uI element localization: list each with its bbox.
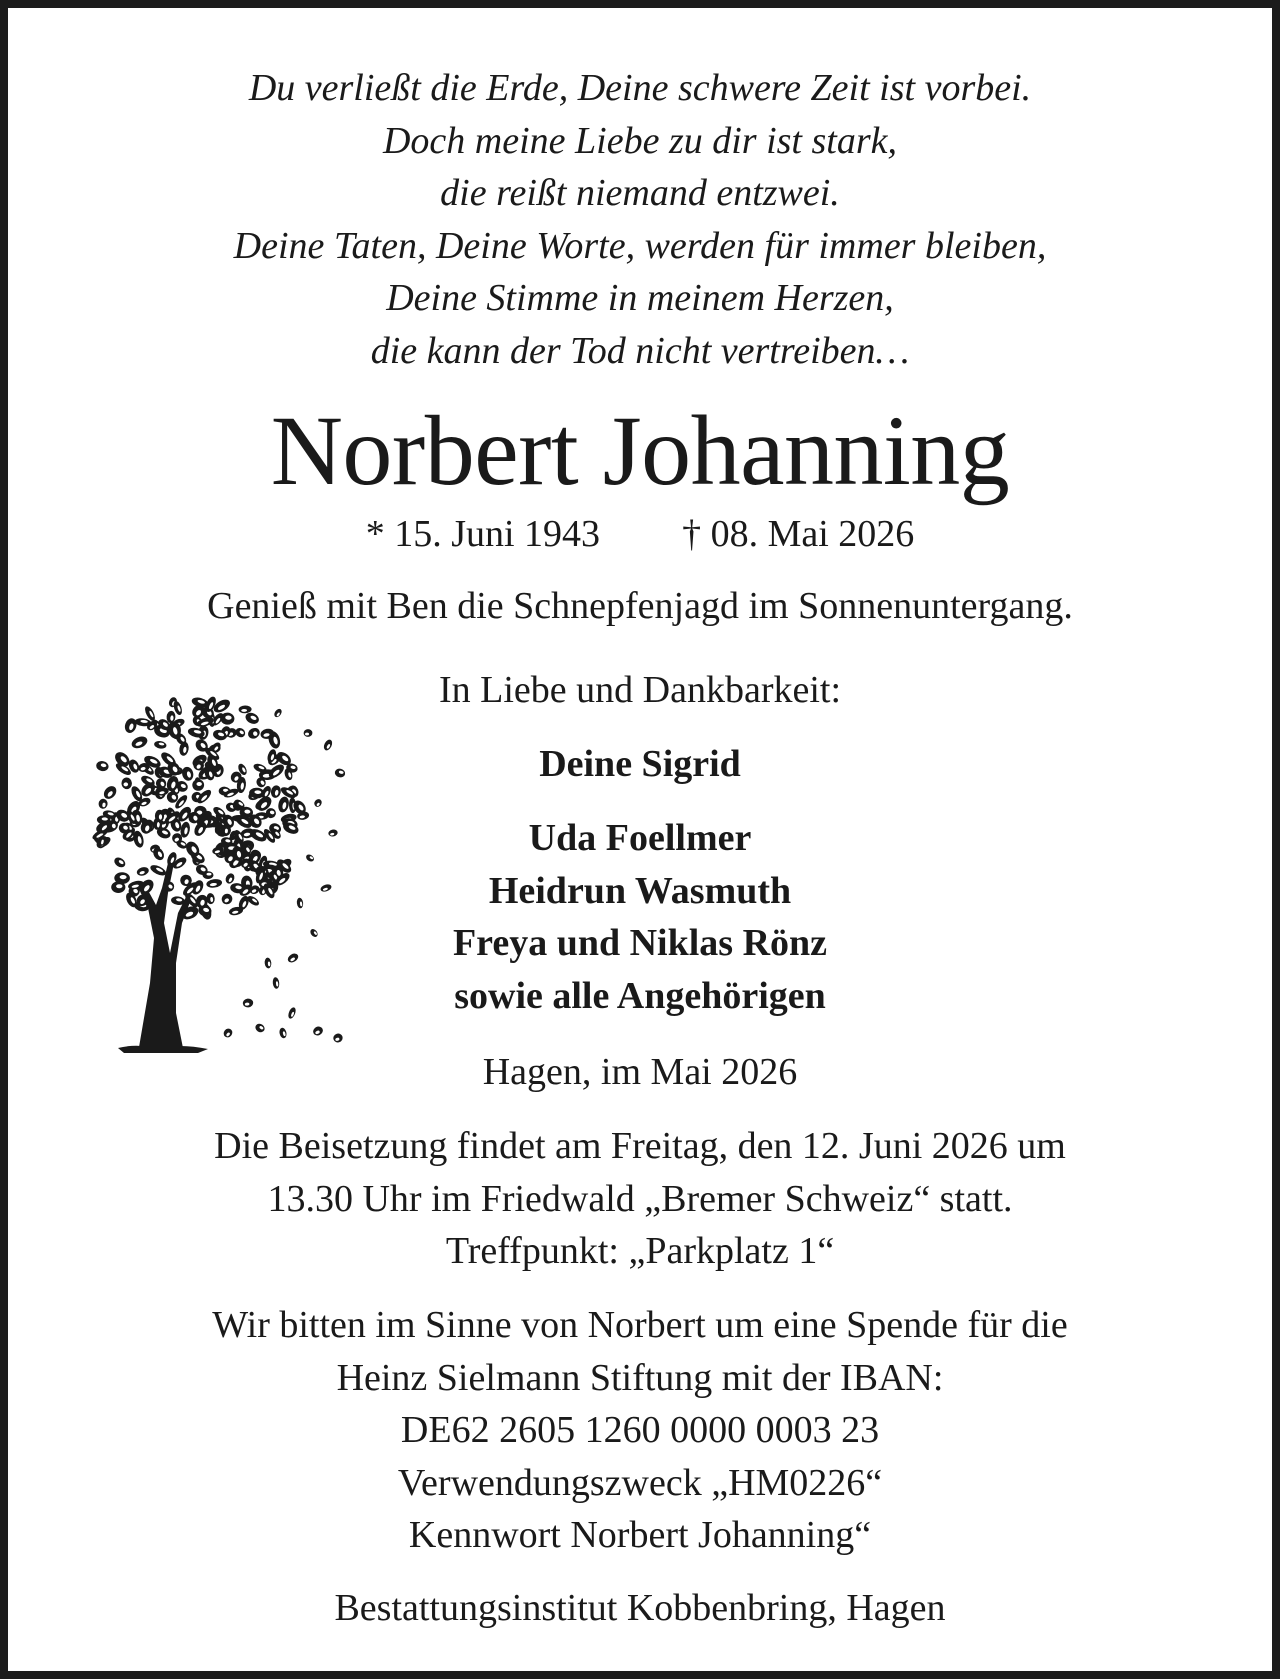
poem-line: Doch meine Liebe zu dir ist stark, [382, 119, 897, 162]
tree-icon [78, 683, 348, 1053]
place-date: Hagen, im Mai 2026 [482, 1051, 798, 1093]
donation-line: Kennwort Norbert Johanning“ [408, 1514, 872, 1556]
burial-line: Die Beisetzung findet am Freitag, den 12. Juni 2026 um [214, 1125, 1066, 1167]
poem [8, 62, 1272, 377]
poem-line: die kann der Tod nicht vertreiben… [370, 329, 910, 372]
iban: DE62 2605 1260 0000 0003 23 [400, 1409, 880, 1451]
donation-line: Heinz Sielmann Stiftung mit der IBAN: [336, 1356, 944, 1399]
burial-info [8, 1120, 1272, 1278]
death-date: † 08. Mai 2026 [682, 513, 915, 555]
birth-date: * 15. Juni 1943 [365, 513, 601, 555]
burial-line: 13.30 Uhr im Friedwald „Bremer Schweiz“ statt. [267, 1177, 1013, 1220]
spouse-name: Deine Sigrid [539, 743, 741, 785]
poem-line: Deine Stimme in meinem Herzen, [386, 277, 894, 319]
undertaker: Bestattungsinstitut Kobbenbring, Hagen [334, 1587, 946, 1629]
family-member: Uda Foellmer [528, 817, 752, 859]
life-dates [8, 510, 1272, 558]
donation-line: Verwendungszweck „HM0226“ [397, 1461, 883, 1504]
poem-line: Deine Taten, Deine Worte, werden für immer bleiben, [233, 224, 1047, 267]
mourners-intro: In Liebe und Dankbarkeit: [438, 669, 842, 711]
family-member: Freya und Niklas Rönz [452, 922, 828, 964]
family-member: sowie alle Angehörigen [454, 974, 826, 1017]
deceased-name: Norbert Johanning [270, 395, 1010, 506]
poem-line: Du verließt die Erde, Deine schwere Zeit ist vorbei. [248, 67, 1032, 109]
poem-line: die reißt niemand entzwei. [440, 172, 840, 214]
family-member: Heidrun Wasmuth [488, 869, 792, 912]
donation-info [8, 1299, 1272, 1562]
burial-line: Treffpunkt: „Parkplatz 1“ [445, 1230, 835, 1272]
donation-line: Wir bitten im Sinne von Norbert um eine Spende für die [212, 1304, 1068, 1346]
motto: Genieß mit Ben die Schnepfenjagd im Sonnenuntergang. [207, 585, 1073, 627]
